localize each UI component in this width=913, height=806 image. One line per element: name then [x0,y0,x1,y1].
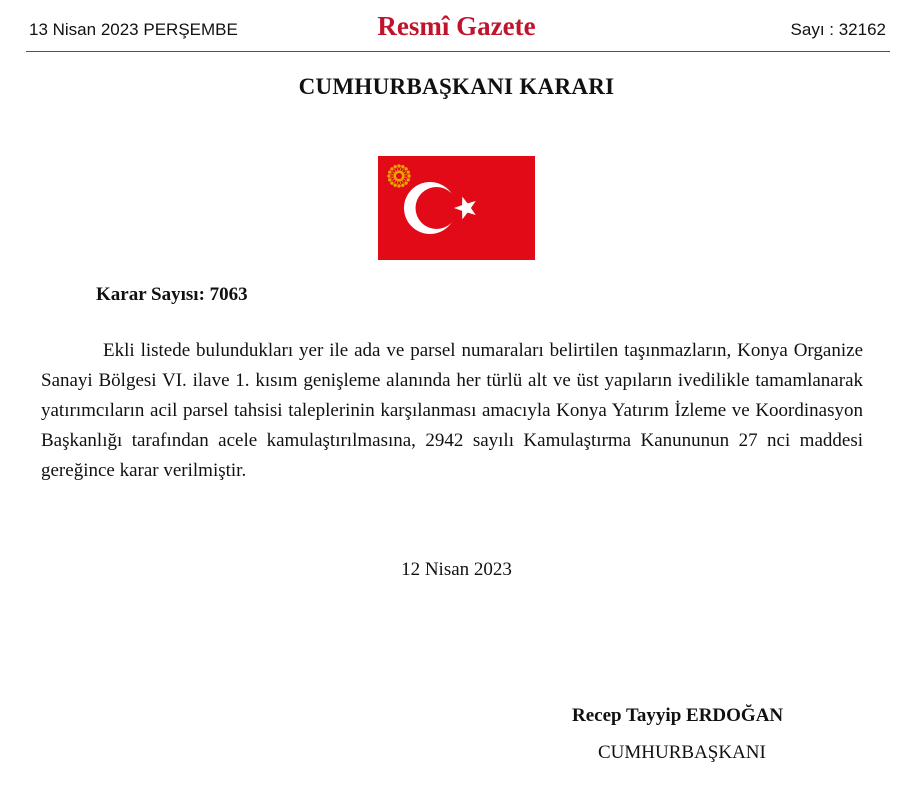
gazette-name: Resmî Gazete [377,11,536,41]
seal-star [407,170,410,173]
decision-date: 12 Nisan 2023 [401,559,512,580]
seal-star [401,184,404,187]
seal-star [388,178,391,181]
seal-star [401,165,404,168]
seal-star [404,167,407,170]
turkish-flag-icon [378,156,535,260]
seal-star [387,174,390,177]
seal-star [407,178,410,181]
seal-star [397,184,400,187]
seal-star [404,181,407,184]
header-divider [26,51,890,52]
seal-star [388,170,391,173]
document-heading: CUMHURBAŞKANI KARARI [298,74,615,99]
signatory-name: Recep Tayyip ERDOĞAN [572,705,784,726]
seal-star [393,165,396,168]
seal-star [390,167,393,170]
seal-star [397,164,400,167]
decision-body: Ekli listede bulundukları yer ile ada ve parsel numaraları belirtilen taşınmazların, Konya Organize Sanayi Bölgesi VI. ilave 1. kısım genişleme alanında her türlü alt ve üst yapıların ivedilikle tamamlanarak yatırımcıların acil parsel tahsisi taleplerinin karşılanması amacıyla Konya Yatırım İzleme ve Koordinasyon Başkanlığı tarafından acele kamulaştırılmasına, 2942 sayılı Kamulaştırma Kanununun 27 nci maddesi gereğince karar verilmiştir. [41,340,863,481]
seal-star [393,184,396,187]
decision-number: Karar Sayısı: 7063 [96,284,248,305]
seal-star [390,181,393,184]
header-date: 13 Nisan 2023 PERŞEMBE [29,20,238,39]
signatory-title: CUMHURBAŞKANI [598,742,766,763]
seal-star [407,174,410,177]
issue-number: Sayı : 32162 [790,20,886,39]
